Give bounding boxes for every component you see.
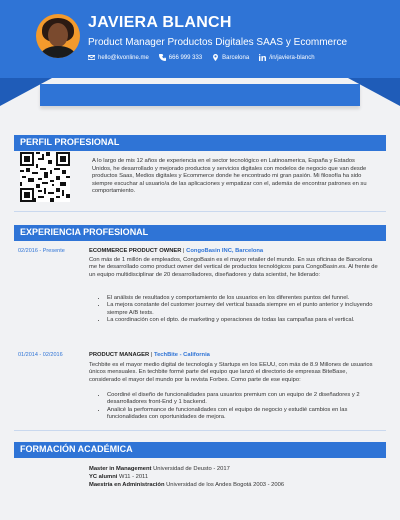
job-company: TechBite - California [153,352,210,358]
section-heading-experience: EXPERIENCIA PROFESIONAL [14,225,386,241]
list-item: YC alumni W11 - 2011 [89,473,149,480]
job-description: Con más de 1 millón de empleados, CongoBasin es el mayor retailer del mundo. En sus oficinas de Barcelona me he desarrollado como product owner del vertical de productos tecnológicos para CongoBasin.es. Al frente de un equipo multidisciplinar de 20 desarrolladores, diseñadores y data scientist, he liderado: [89,257,378,278]
list-item: Maestría en Administración Universidad de los Andes Bogotá 2003 - 2006 [89,481,285,488]
list-item: Master in Management Universidad de Deusto - 2017 [89,466,230,472]
job-bullets [101,392,381,422]
job-bullets [101,295,381,325]
ribbon-band [40,84,360,106]
avatar [36,14,80,58]
section-heading-education: FORMACIÓN ACADÉMICA [14,442,386,458]
contact-list [88,54,315,61]
job-entry [14,352,386,432]
list-item: • Analicé la performance de funcionalidades con el equipo de negocio y estudié cambios en las funcionalidades con oportunidades de mejora. [107,407,381,422]
list-item: • La mejora constante del customer journey del vertical basada siempre en el punto anterior y incluyendo siempre A/B tests. [107,302,381,317]
job-title: PRODUCT MANAGER | TechBite - California [89,352,210,358]
job-title: ECOMMERCE PRODUCT OWNER | CongoBasin INC, Barcelona [89,248,264,254]
divider [14,211,386,212]
list-item: • El análisis de resultados y comportamiento de los usuarios en los diferentes puntos del funnel. [107,295,381,302]
list-item: • La coordinación con el dpto. de marketing y operaciones de todas las campañas para el vertical. [107,317,381,324]
job-description: Techbite es el mayor medio digital de tecnología y Startups en los EEUU, con más de 8.9 Millones de usuarios únicos mensuales. En techbite formé parte del equipo que lanzó el directorio de empresas BiteBase, considerado el mayor del mundo por la revista Forbes. Como parte de ese equipo: [89,362,373,383]
mail-icon [88,54,95,61]
contact-phone[interactable]: 666 999 333 [159,54,202,61]
list-item: • Coordiné el diseño de funcionalidades para usuarios premium con un equipo de 2 diseñadores y 2 desarrolladores front-End y 1 backend. [107,392,381,407]
divider [14,430,386,431]
qr-code-icon [20,152,70,202]
job-date: 02/2016 - Presente [18,248,65,254]
phone-icon [159,54,166,61]
job-date: 01/2014 - 02/2016 [18,352,63,358]
job-entry [14,248,386,348]
contact-email[interactable]: hello@kvonline.me [88,54,149,61]
contact-linkedin[interactable]: /in/javiera-blanch [259,54,314,61]
linkedin-icon [259,54,266,61]
education-list [89,466,284,489]
profile-summary: A lo largo de mis 12 años de experiencia en el sector tecnológico en Latinoamerica, España y Estados Unidos, he desarrollado y mejorado productos y servicios digitales con modelos de negocio que van desde productos Saas, Medios digitales y Ecommerce donde he encontrado mi gran pasión. Mi filosofía ha sido siempre escuchar al usuario/a de las aplicaciones y empatizar con el, además de encontrar patrones en su comportamiento. [92,158,367,195]
location-icon [212,54,219,61]
section-heading-profile: PERFIL PROFESIONAL [14,135,386,151]
candidate-title: Product Manager Productos Digitales SAAS y Ecommerce [88,37,347,48]
job-company: CongoBasin INC, Barcelona [186,248,264,254]
contact-location: Barcelona [212,54,249,61]
candidate-name: JAVIERA BLANCH [88,14,232,31]
